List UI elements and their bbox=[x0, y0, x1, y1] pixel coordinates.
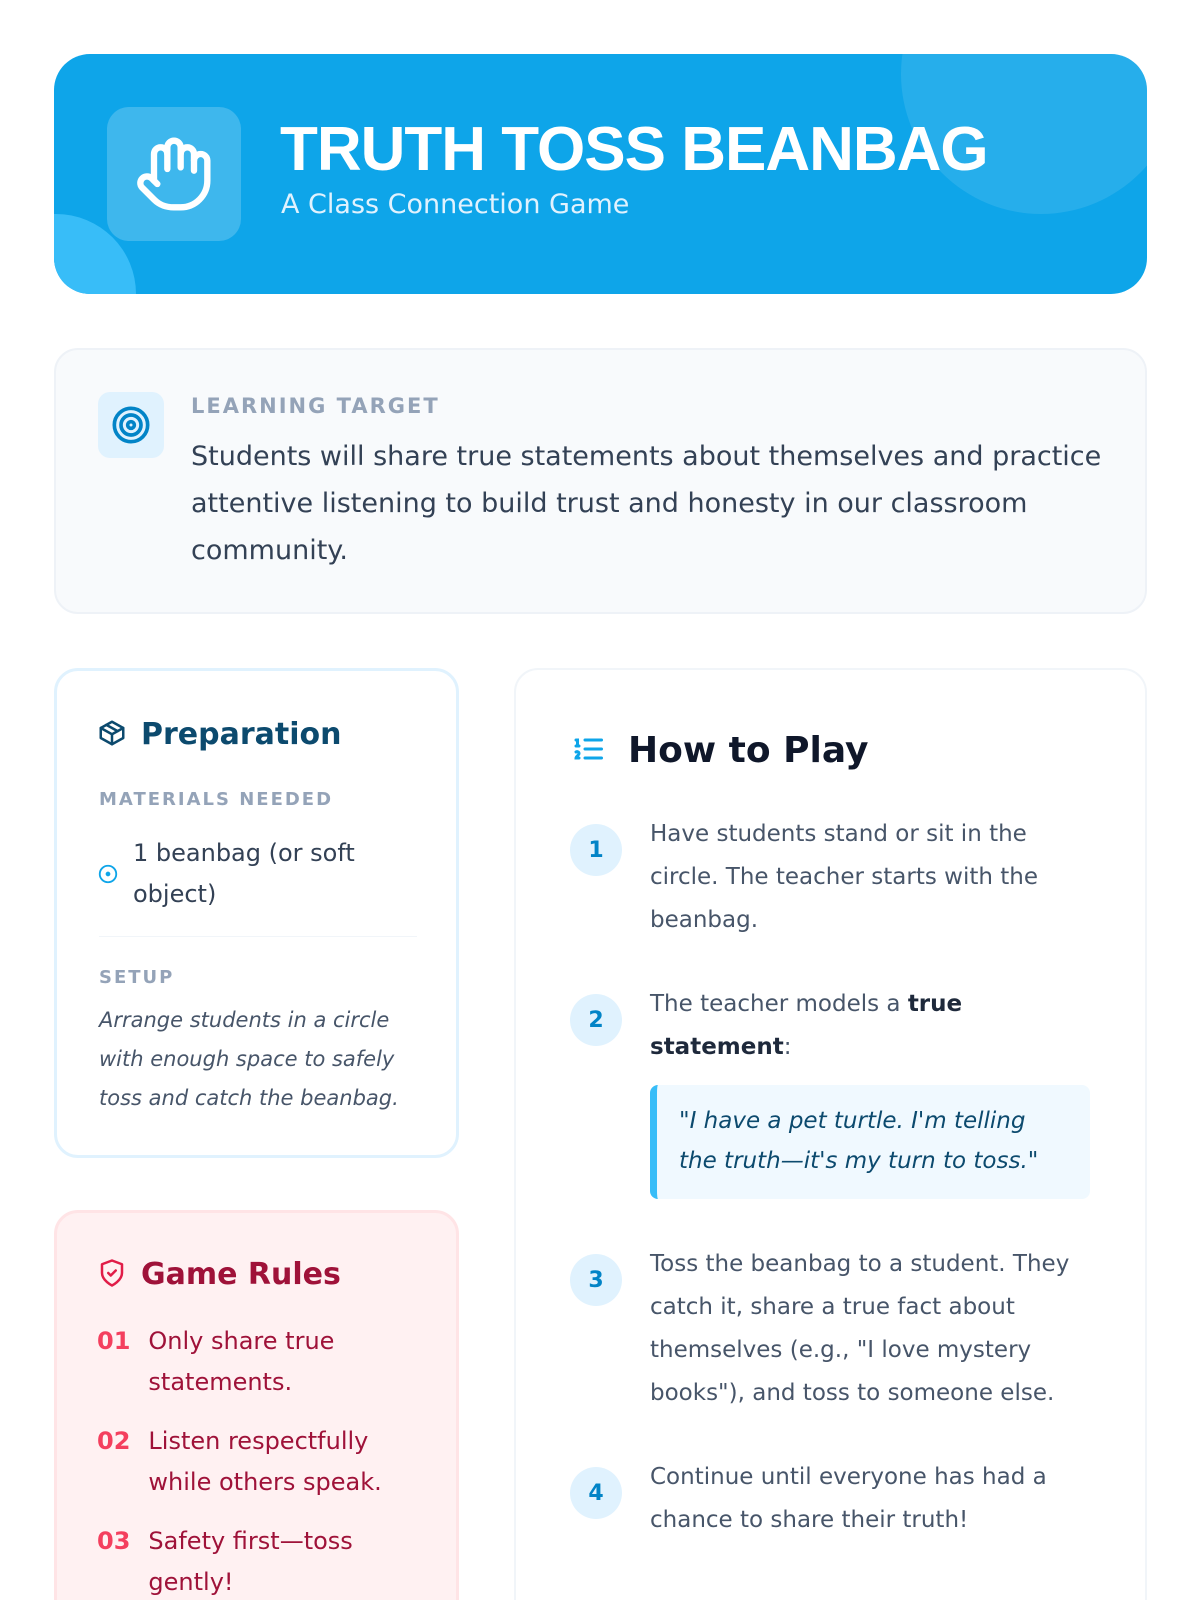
game-rules-title: Game Rules bbox=[141, 1257, 341, 1292]
preparation-header bbox=[97, 717, 341, 752]
preparation-card bbox=[54, 668, 459, 1158]
rule-number: 02 bbox=[97, 1427, 131, 1455]
learning-target-card bbox=[54, 348, 1147, 614]
box-icon bbox=[97, 718, 127, 752]
game-rules-card bbox=[54, 1210, 459, 1600]
step-number: 1 bbox=[570, 824, 622, 876]
rule-text: Only share true statements. bbox=[148, 1327, 335, 1396]
step-text: The teacher models a true statement: bbox=[650, 991, 963, 1060]
how-to-play-header bbox=[570, 730, 869, 771]
setup-text: Arrange students in a circle with enough space to safely toss and catch the beanbag. bbox=[99, 1008, 399, 1110]
rule-item bbox=[97, 1521, 427, 1600]
page-title: TRUTH TOSS BEANBAG bbox=[280, 115, 988, 184]
step-number: 2 bbox=[570, 994, 622, 1046]
setup-label: SETUP bbox=[99, 967, 175, 988]
step-item bbox=[570, 813, 1090, 942]
material-item: 1 beanbag (or soft object) bbox=[133, 839, 355, 908]
preparation-title: Preparation bbox=[141, 717, 342, 752]
materials-label: MATERIALS NEEDED bbox=[99, 789, 334, 810]
step-item bbox=[570, 1243, 1090, 1415]
step-item bbox=[570, 1456, 1090, 1542]
header-banner bbox=[54, 54, 1147, 294]
target-icon bbox=[98, 392, 164, 458]
step-number: 3 bbox=[570, 1254, 622, 1306]
rule-number: 03 bbox=[97, 1527, 131, 1555]
step-text: Continue until everyone has had a chance to share their truth! bbox=[650, 1464, 1047, 1533]
list-ordered-icon bbox=[570, 731, 606, 771]
how-to-play-card bbox=[514, 668, 1147, 1600]
rule-number: 01 bbox=[97, 1327, 131, 1355]
step-text: Toss the beanbag to a student. They catch it, share a true fact about themselves (e.g., "I love mystery books"), and toss to someone else. bbox=[650, 1251, 1070, 1406]
step-emphasis: true statement bbox=[650, 991, 963, 1060]
rule-text: Listen respectfully while others speak. bbox=[148, 1427, 382, 1496]
rule-item bbox=[97, 1421, 427, 1503]
divider bbox=[99, 936, 417, 937]
example-quote: "I have a pet turtle. I'm telling the truth—it's my turn to toss." bbox=[650, 1085, 1090, 1199]
rule-item bbox=[97, 1321, 427, 1403]
game-rules-header bbox=[97, 1257, 341, 1292]
how-to-play-title: How to Play bbox=[628, 730, 869, 771]
step-item bbox=[570, 983, 1090, 1199]
learning-target-text: Students will share true statements about themselves and practice attentive listening to build trust and honesty in our classroom community. bbox=[191, 441, 1102, 566]
learning-target-label: LEARNING TARGET bbox=[191, 394, 440, 418]
circle-dot-icon bbox=[97, 863, 119, 915]
list-item bbox=[97, 833, 427, 915]
step-text: Have students stand or sit in the circle. The teacher starts with the beanbag. bbox=[650, 821, 1039, 933]
page-subtitle: A Class Connection Game bbox=[281, 189, 630, 220]
shield-check-icon bbox=[97, 1258, 127, 1292]
step-number: 4 bbox=[570, 1467, 622, 1519]
rule-text: Safety first—toss gently! bbox=[148, 1527, 353, 1596]
hand-icon bbox=[107, 107, 241, 241]
